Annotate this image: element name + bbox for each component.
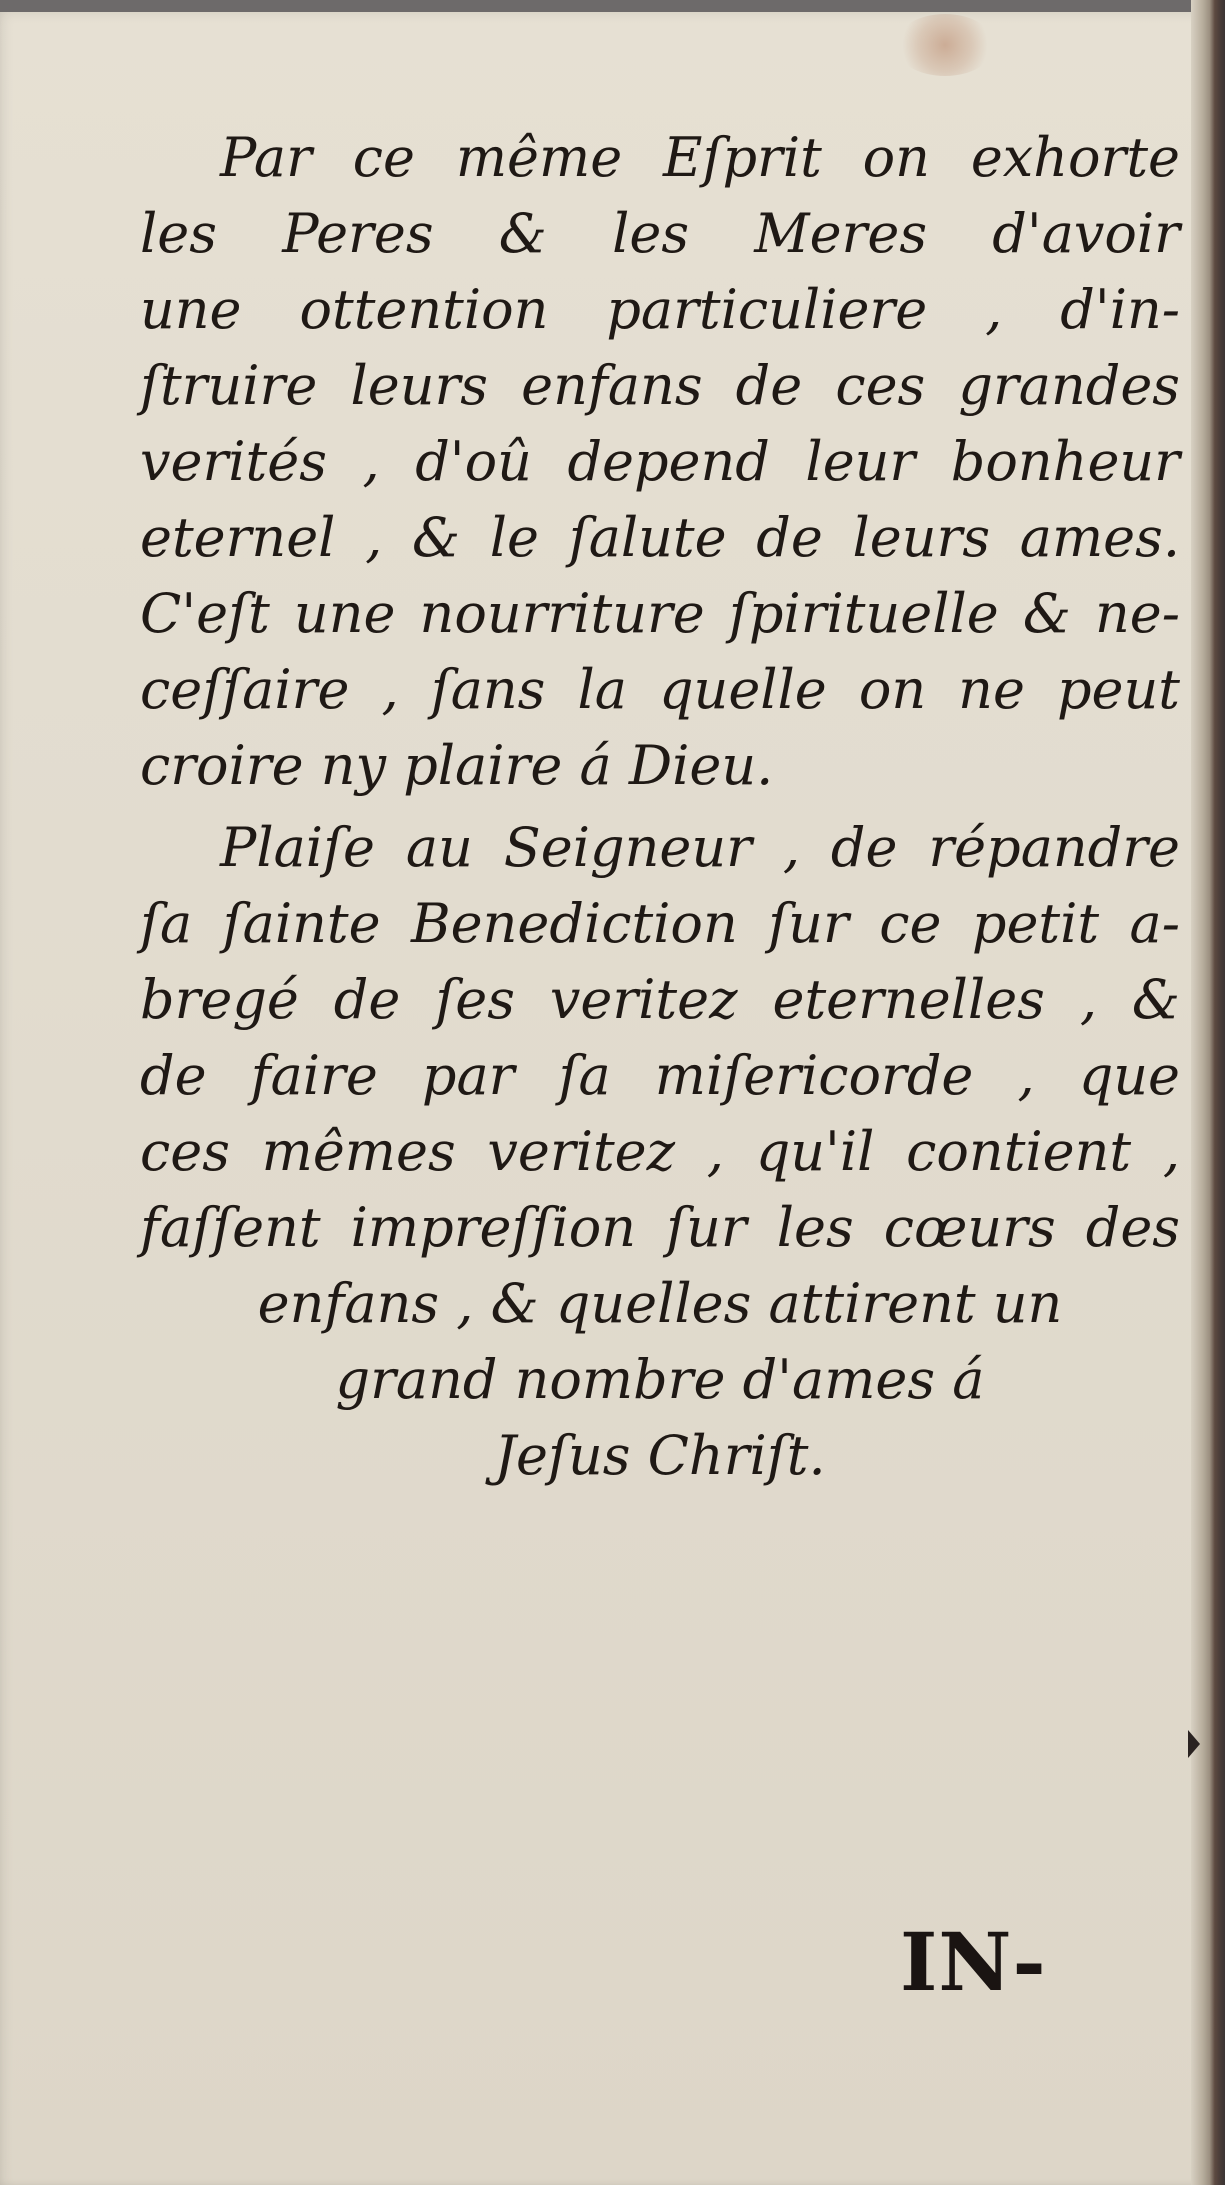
text-line: faſſent impreſſion ſur les cœurs des	[140, 1196, 1180, 1259]
text-line: Plaiſe au Seigneur , de répandre	[220, 816, 1180, 879]
text-line: bregé de ſes veritez eternelles , &	[140, 968, 1180, 1031]
text-line: ſa ſainte Benediction ſur ce petit a-	[140, 892, 1180, 955]
text-line: ſtruire leurs enfans de ces grandes	[140, 354, 1180, 417]
text-line: une ottention particuliere , d'in-	[140, 278, 1180, 341]
centered-line: Jeſus Chriſt.	[494, 1424, 826, 1487]
book-binding-edge	[1191, 0, 1225, 2185]
text-line: eternel , & le ſalute de leurs ames.	[140, 506, 1180, 569]
closing-lines	[140, 1266, 1180, 1494]
paragraph-1	[140, 120, 1180, 804]
paper-stain	[895, 14, 995, 76]
text-line: ces mêmes veritez , qu'il contient ,	[140, 1120, 1180, 1183]
text-line: croire ny plaire á Dieu.	[140, 734, 774, 797]
text-line: les Peres & les Meres d'avoir	[140, 202, 1180, 265]
page-edge-tab	[1188, 1730, 1200, 1758]
text-line: C'eſt une nourriture ſpirituelle & ne-	[140, 582, 1180, 645]
catchword: IN-	[900, 1915, 1047, 2009]
text-line: ceſſaire , ſans la quelle on ne peut	[140, 658, 1180, 721]
scan-top-edge	[0, 0, 1225, 12]
centered-line: grand nombre d'ames á	[335, 1348, 985, 1411]
text-line: verités , d'oû depend leur bonheur	[140, 430, 1180, 493]
text-line: Par ce même Eſprit on exhorte	[220, 126, 1180, 189]
centered-line: enfans , & quelles attirent un	[257, 1272, 1063, 1335]
body-text	[140, 120, 1180, 1494]
paragraph-2	[140, 810, 1180, 1266]
text-line: de faire par ſa miſericorde , que	[140, 1044, 1180, 1107]
